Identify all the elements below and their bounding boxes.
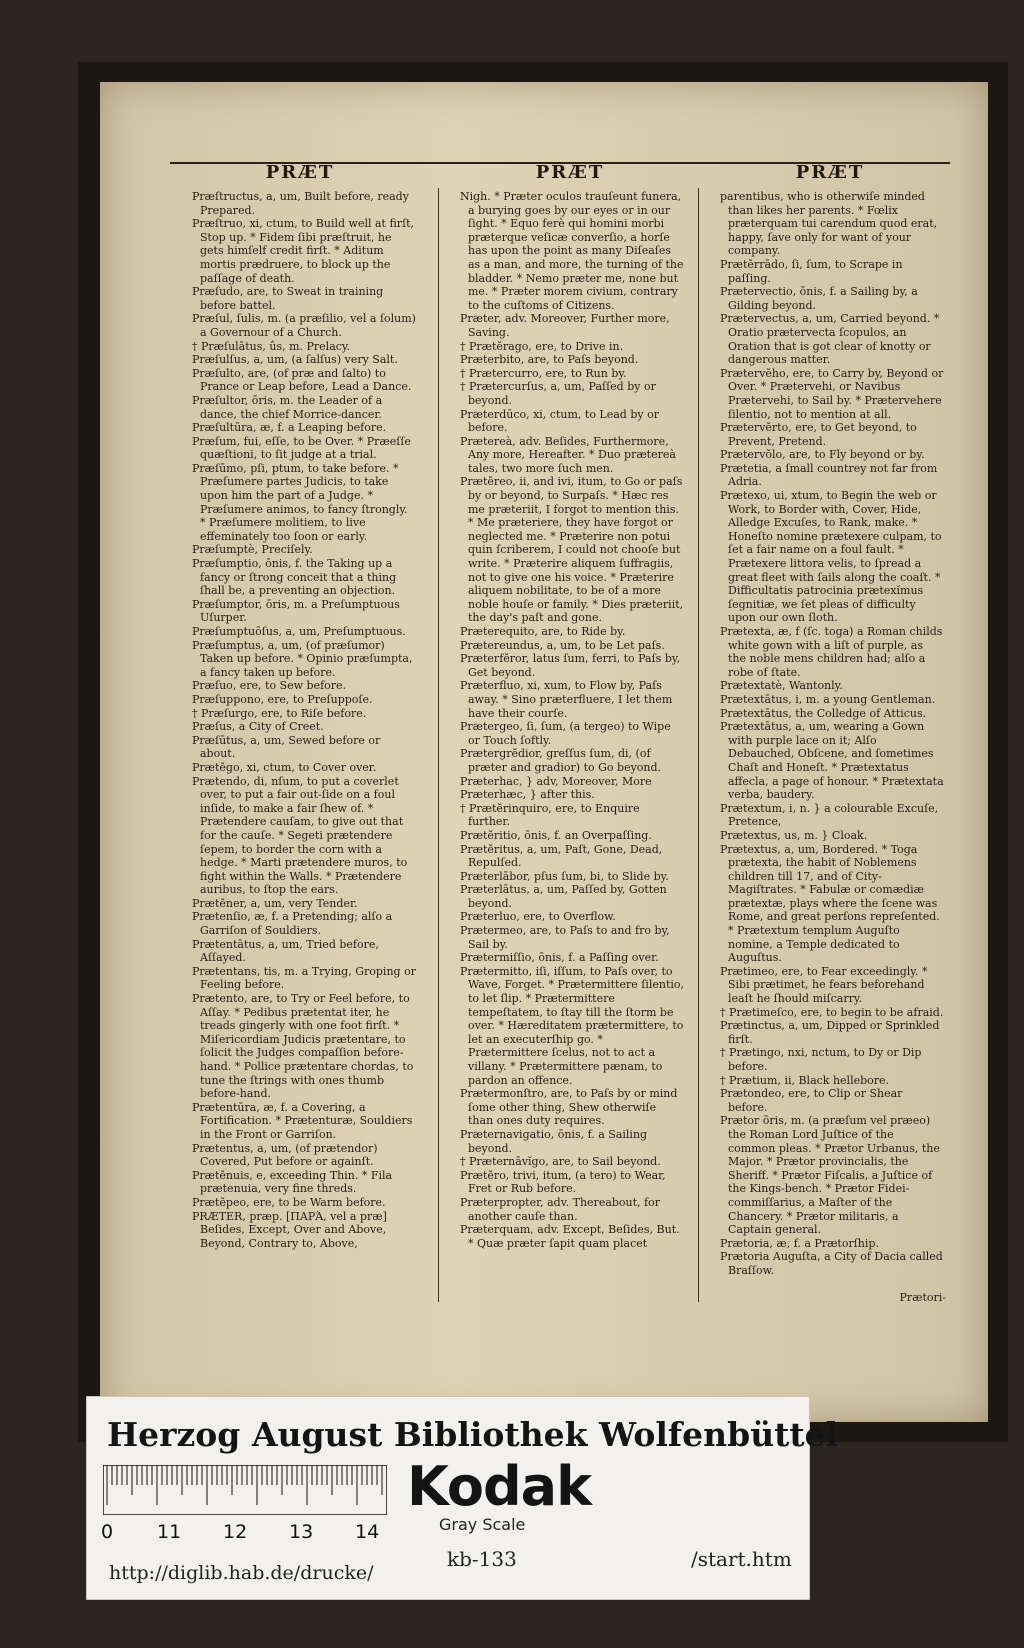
dictionary-entry: Præſūmo, pſi, ptum, to take before. * Præſumere partes Judicis, to take upon him the part of a Judge. * Præſumere animos, to fancy ſtrongly. * Præſumere molitiem, to live effeminately too ſoon or early. <box>192 461 408 543</box>
dictionary-entry: Prætextus, a, um, Bordered. * Toga prætexta, the habit of Noblemens children till 17, and of City-Magiſtrates. * Fabulæ or comædiæ prætextæ, plays where the ſcene was Rome, and great perſons repreſented. * Prætextum templum Auguſto nomine, a Temple dedicated to Auguſtus. <box>720 842 940 965</box>
dictionary-entry: Prætextātus, i, m. a young Gentleman. <box>720 692 936 706</box>
dictionary-entry: † Præternāvĭgo, are, to Sail beyond. <box>460 1155 661 1169</box>
dictionary-entry: Prætermitto, iſi, iſſum, to Paſs over, to Wave, Forget. * Prætermittere ſilentio, to let ſlip. * Prætermittere tempeſtatem, to ſtay till the ſtorm be over. * Hæreditatem prætermittere, to let an executerſhip go. * Prætermittere ſcelus, not to act a villany. * Prætermittere pænam, to pardon an offence. <box>460 964 685 1087</box>
dictionary-entry: Prætervectus, a, um, Carried beyond. * Oratio prætervecta ſcopulos, an Oration that is got clear of knotty or dangerous matter. <box>720 312 940 367</box>
column-left <box>192 190 416 1250</box>
kodak-logo: Kodak <box>407 1455 591 1518</box>
shelfmark: kb-133 <box>447 1547 517 1571</box>
dictionary-entry: Præterdūco, xi, ctum, to Lead by or before. <box>460 407 659 435</box>
dictionary-entry: Præſtruo, xi, ctum, to Build well at firſt, Stop up. * Fidem ſibi præſtruit, he gets himſelf credit firſt. * Aditum mortis prædruere, to block up the paſſage of death. <box>192 217 415 285</box>
dictionary-entry: † Prætĕrago, ere, to Drive in. <box>460 339 624 353</box>
dictionary-entry: † Prætium, ii, Black hellebore. <box>720 1073 890 1087</box>
dictionary-entry: Præterfĕror, latus ſum, ferri, to Paſs by, Get beyond. <box>460 652 681 679</box>
dictionary-entry: Prætextātus, the Colledge of Atticus. <box>720 706 927 720</box>
dictionary-entry: Præſumptus, a, um, (of præſumor) Taken up before. * Opinio præſumpta, a fancy taken up before. <box>192 638 413 679</box>
dictionary-entry: Præſulto, are, (of præ and ſalto) to Prance or Leap before, Lead a Dance. <box>192 366 412 394</box>
dictionary-entry: Prætentans, tis, m. a Trying, Groping or Feeling before. <box>192 964 416 992</box>
dictionary-entry: † Prætercurſus, a, um, Paſſed by or beyond. <box>460 380 656 407</box>
dictionary-entry: Prætextātus, a, um, wearing a Gown with purple lace on it; Alſo Debauched, Obſcene, and ſometimes Chaſt and Honeſt. * Prætextatus affecla, a page of honour. * Prætextata verba, baudery. <box>720 720 944 802</box>
dictionary-entry: Præterlābor, pſus ſum, bi, to Slide by. <box>460 869 669 883</box>
dictionary-entry: Prætoria Auguſta, a City of Dacia called Braſſow. <box>720 1250 943 1277</box>
dictionary-entry: Præterhæc, } after this. <box>460 788 595 802</box>
dictionary-entry: Prætergrĕdior, greſſus ſum, di, (of præter and gradior) to Go beyond. <box>460 747 662 774</box>
dictionary-entry: Præterpropter, adv. Thereabout, for another cauſe than. <box>460 1195 660 1223</box>
dictionary-entry: Præſulſus, a, um, (a ſalſus) very Salt. <box>192 353 398 367</box>
dictionary-entry: † Præſurgo, ere, to Riſe before. <box>192 706 367 720</box>
dictionary-entry: Prætermonſtro, are, to Paſs by or mind ſome other thing, Shew otherwiſe than ones duty requires. <box>460 1087 678 1128</box>
dictionary-entry: Prætĕpeo, ere, to be Warm before. <box>192 1195 386 1209</box>
dictionary-entry: Prætoria, æ, f. a Prætorſhip. <box>720 1236 879 1250</box>
dictionary-entry: Præſumptor, ōris, m. a Preſumptuous Uſurper. <box>192 597 400 625</box>
dictionary-entry: Præſumptio, ōnis, f. the Taking up a fancy or ſtrong conceit that a thing ſhall be, a preventing an objection. <box>192 557 397 598</box>
dictionary-entry: Prætextum, i, n. } a colourable Excuſe, Pretence, <box>720 801 939 829</box>
dictionary-entry: Prætexta, æ, f (ſc. toga) a Roman childs white gown with a liſt of purple, as the noble mens children had; alſo a robe of ſtate. <box>720 625 943 679</box>
dictionary-entry: Prætereà, adv. Beſides, Furthermore, Any more, Hereafter. * Duo prætereà tales, two more ſuch men. <box>460 434 676 475</box>
dictionary-entry: Prætexo, ui, xtum, to Begin the web or Work, to Border with, Cover, Hide, Alledge Excuſes, to Rank, make. * Honeſto nomine prætexere culpam, to ſet a fair name on a foul fault. * Prætexere littora velis, to ſpread a great fleet with ſails along the coaſt. * Difficultatis patrocinia prætexĭmus ſegnitiæ, we ſet pleas of difficulty upon our own ſloth. <box>720 489 942 625</box>
dictionary-entry: Prætĕrrādo, ſi, ſum, to Scrape in paſſing. <box>720 257 903 285</box>
dictionary-entry: Prætervectio, ōnis, f. a Sailing by, a Gilding beyond. <box>720 285 918 312</box>
dictionary-entry: Præſul, ſulis, m. (a præſilio, vel a ſolum) a Governour of a Church. <box>192 312 416 339</box>
dictionary-entry: Præterequito, are, to Ride by. <box>460 625 626 638</box>
ruler-numbers <box>101 1521 401 1547</box>
dictionary-text-block <box>170 82 950 1312</box>
dictionary-entry: Prætondeo, ere, to Clip or Shear before. <box>720 1087 903 1114</box>
dictionary-entry: Prætentātus, a, um, Tried before, Aſſayed. <box>192 937 379 965</box>
dictionary-entry: † Prætercurro, ere, to Run by. <box>460 366 627 380</box>
dictionary-entry: Prætervĕho, ere, to Carry by, Beyond or Over. * Prætervehi, or Navibus Prætervehi, to Sail by. * Prætervehere ſilentio, not to mention at all. <box>720 366 944 421</box>
dictionary-entry: Prætĕgo, xi, ctum, to Cover over. <box>192 760 377 774</box>
dictionary-entry: Præſuppono, ere, to Preſuppoſe. <box>192 692 373 706</box>
start-page-path: /start.htm <box>691 1547 792 1571</box>
dictionary-entry: Prætergeo, ſi, ſum, (a tergeo) to Wipe or Touch ſoftly. <box>460 720 671 747</box>
dictionary-entry: Præterquam, adv. Except, Beſides, But. * Quæ præter ſapit quam placet <box>460 1223 680 1250</box>
ruler-number: 11 <box>157 1521 182 1543</box>
dictionary-entry: Prætĕner, a, um, very Tender. <box>192 896 358 910</box>
dictionary-entry: Præſumptè, Preciſely. <box>192 543 313 557</box>
running-head-right: PRÆT <box>795 162 865 183</box>
library-title: Herzog August Bibliothek Wolfenbüttel <box>107 1415 839 1454</box>
dictionary-entry: Prætervĕrto, ere, to Get beyond, to Prevent, Pretend. <box>720 421 917 448</box>
dictionary-entry: Prætentūra, æ, f. a Covering, a Fortification. * Prætenturæ, Souldiers in the Front or Garriſon. <box>192 1100 413 1141</box>
dictionary-entry: Prætĕritio, ōnis, f. an Overpaſſing. <box>460 828 652 842</box>
ruler-number: 0 <box>101 1521 114 1543</box>
dictionary-entry: † Præſulātus, ûs, m. Prelacy. <box>192 339 351 353</box>
dictionary-entry: Prætervŏlo, are, to Fly beyond or by. <box>720 448 925 462</box>
dictionary-entry: † Prætimeſco, ere, to begin to be afraid. <box>720 1005 944 1019</box>
dictionary-entry: Prætendo, di, nſum, to put a coverlet over, to put a fair out-ſide on a foul inſide, to make a fair ſhew of. * Prætendere cauſam, to give out that for the cauſe. * Segeti prætendere ſepem, to border the corn with a hedge. * Marti prætendere muros, to fight within the Walls. * Prætendere auribus, to ſtop the ears. <box>192 774 408 897</box>
catchword: Prætori- <box>899 1291 946 1304</box>
dictionary-entry: Prætĕritus, a, um, Paſt, Gone, Dead, Repulſed. <box>460 842 663 870</box>
dictionary-entry: Prætĕnuis, e, exceeding Thin. * Fila prætenuia, very fine threds. <box>192 1168 393 1196</box>
dictionary-entry: Prætereundus, a, um, to be Let paſs. <box>460 638 665 652</box>
dictionary-entry: Præſumptuōſus, a, um, Preſumptuous. <box>192 625 406 638</box>
column-rule-1 <box>438 188 439 1302</box>
column-rule-2 <box>698 188 699 1302</box>
dictionary-entry: Præternavigatio, ōnis, f. a Sailing beyond. <box>460 1127 648 1155</box>
dictionary-entry: Præterhac, } adv, Moreover, More <box>460 774 652 788</box>
dictionary-entry: † Prætingo, nxi, nctum, to Dy or Dip before. <box>720 1046 922 1073</box>
dictionary-entry: parentibus, who is otherwiſe minded than likes her parents. * Fœlix præterquam tui carendum quod erat, happy, ſave only for want of your company. <box>720 190 938 258</box>
library-url: http://diglib.hab.de/drucke/ <box>109 1562 374 1584</box>
dictionary-entry: Præſultūra, æ, f. a Leaping before. <box>192 421 387 435</box>
dictionary-entry: Nigh. * Præter oculos trauſeunt funera, a burying goes by our eyes or in our ſight. * Equo ferè qui homini morbi præterque veſicæ converſio, a horſe has upon the point as many Diſeaſes as a man, and more, the turning of the bladder. * Nemo præter me, none but me. * Præter morem civium, contrary to the cuſtoms of Citizens. <box>460 190 684 312</box>
dictionary-entry: Præſūtus, a, um, Sewed before or about. <box>192 733 381 761</box>
dictionary-entry: Præſudo, are, to Sweat in training before battel. <box>192 285 384 312</box>
dictionary-entry: Prætinctus, a, um, Dipped or Sprinkled firſt. <box>720 1019 940 1046</box>
dictionary-entry: Prætermiſſio, ōnis, f. a Paſſing over. <box>460 951 659 965</box>
dictionary-entry: Præterlātus, a, um, Paſſed by, Gotten beyond. <box>460 883 667 910</box>
dictionary-entry: Præter, adv. Moreover, Further more, Saving. <box>460 312 670 339</box>
running-head-center: PRÆT <box>535 162 605 183</box>
column-center <box>460 190 684 1250</box>
dictionary-entry: Præterbito, are, to Paſs beyond. <box>460 353 639 367</box>
dictionary-entry: Prætimeo, ere, to Fear exceedingly. * Sibi prætimet, he fears beforehand leaſt he ſhould miſcarry. <box>720 964 928 1006</box>
running-head-left: PRÆT <box>265 162 335 183</box>
dictionary-entry: Prætĕro, trivi, itum, (a tero) to Wear, Fret or Rub before. <box>460 1168 666 1196</box>
ruler-number: 12 <box>223 1521 248 1543</box>
column-right <box>720 190 944 1278</box>
dictionary-entry: Præſtructus, a, um, Built before, ready Prepared. <box>192 190 409 217</box>
dictionary-entry: Prætenſio, æ, f. a Pretending; alſo a Garriſon of Souldiers. <box>192 910 393 938</box>
dictionary-entry: Præterluo, ere, to Overflow. <box>460 910 616 924</box>
dictionary-entry: Præterfluo, xi, xum, to Flow by, Paſs away. * Sino præterfluere, I let them have their courſe. <box>460 679 673 720</box>
ruler-scale-icon <box>103 1465 387 1515</box>
dictionary-entry: Prætetia, a ſmall countrey not far from Adria. <box>720 461 938 489</box>
library-color-card <box>86 1396 839 1600</box>
dictionary-entry: † Prætĕrinquiro, ere, to Enquire further. <box>460 801 640 829</box>
dictionary-entry: Præſuo, ere, to Sew before. <box>192 679 347 693</box>
dictionary-entry: Prætor ōris, m. (a præſum vel præeo) the Roman Lord Juſtice of the common pleas. * Prætor Urbanus, the Major. * Prætor provincialis, the Sheriff. * Prætor Fiſcalis, a Juſtice of the Kings-bench. * Prætor Fidei-commiſſarius, a Maſter of the Chancery. * Prætor militaris, a Captain general. <box>720 1114 940 1237</box>
dictionary-entry: Prætento, are, to Try or Feel before, to Aſſay. * Pedibus prætentat iter, he treads gingerly with one foot firſt. * Miſericordiam Judicis prætentare, to ſolicit the Judges compaſſion before-hand. * Pollice prætentare chordas, to tune the ſtrings with ones thumb before-hand. <box>192 992 414 1101</box>
dictionary-entry: Prætextus, us, m. } Cloak. <box>720 828 868 842</box>
ruler-number: 13 <box>289 1521 314 1543</box>
dictionary-entry: Præſus, a City of Creet. <box>192 720 324 734</box>
dictionary-entry: PRÆTER, præp. [ΠΑΡΆ, vel a præ] Beſides, Except, Over and Above, Beyond, Contrary to, Above, <box>192 1209 387 1250</box>
dictionary-entry: Prætermeo, are, to Paſs to and fro by, Sail by. <box>460 924 670 951</box>
dictionary-entry: Prætĕreo, ii, and ivi, itum, to Go or paſs by or beyond, to Surpaſs. * Hæc res me præteriit, I forgot to mention this. * Me præteriere, they have forgot or neglected me. * Præterire non potui quin ſcriberem, I could not chooſe but write. * Præterire aliquem ſuffragiis, not to give one his voice. * Præterire aliquem nobilitate, to be of a more noble houſe or family. * Dies præteriit, the day's paſt and gone. <box>460 475 684 625</box>
dictionary-entry: Prætextatè, Wantonly. <box>720 679 843 693</box>
dictionary-entry: Prætentus, a, um, (of prætendor) Covered, Put before or againſt. <box>192 1141 378 1169</box>
dictionary-entry: Præſultor, ōris, m. the Leader of a dance, the chief Morrice-dancer. <box>192 393 383 421</box>
dictionary-entry: Præſum, fui, eſſe, to be Over. * Præeſſe quæſtioni, to ſit judge at a trial. <box>192 434 411 462</box>
ruler-number: 14 <box>355 1521 380 1543</box>
gray-scale-label: Gray Scale <box>439 1515 526 1534</box>
